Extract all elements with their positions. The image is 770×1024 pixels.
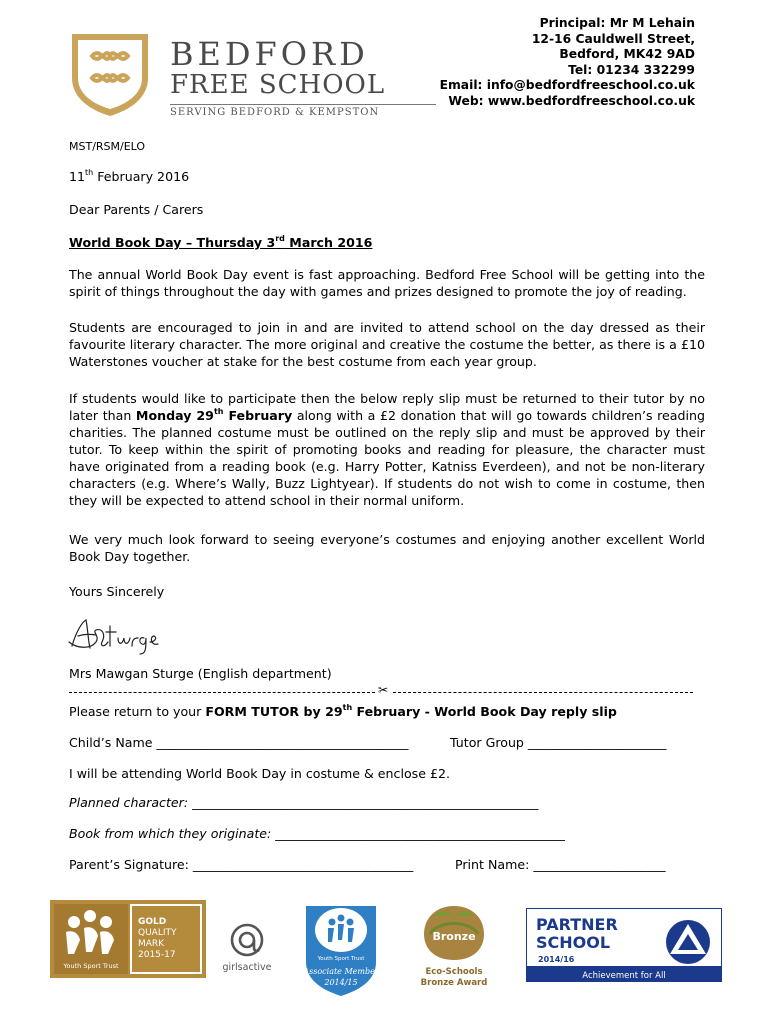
signatory-name: Mrs Mawgan Sturge (English department) bbox=[69, 666, 332, 681]
partner-school-badge bbox=[526, 908, 722, 982]
svg-text:2015-17: 2015-17 bbox=[138, 950, 176, 960]
tutor-group-field[interactable]: Tutor Group ______________________ bbox=[450, 735, 667, 750]
letter-date: 11th February 2016 bbox=[69, 167, 190, 184]
associate-member-badge bbox=[300, 902, 382, 998]
paragraph-instructions: If students would like to participate then the below reply slip must be returned to their tutor by no later than Monday 29th February along with a £2 donation that will go towards children’s reading charities. The planned costume must be outlined on the reply slip and must be approved by their tutor. To keep within the spirit of promoting books and reading for pleasure, the character must have originated from a reading book (e.g. Harry Potter, Katniss Everdeen), and not be non-literary characters (e.g. Where’s Wally, Buzz Lightyear). If students do not wish to come in costume, then they will be expected to attend school in their normal uniform. bbox=[69, 391, 705, 508]
svg-text:MARK: MARK bbox=[138, 939, 165, 949]
attendance-statement: I will be attending World Book Day in costume & enclose £2. bbox=[69, 766, 451, 781]
paragraph-closing: We very much look forward to seeing everyone’s costumes and enjoying another excellent World Book Day together. bbox=[69, 532, 705, 564]
letter-heading: World Book Day – Thursday 3rd March 2016 bbox=[69, 233, 373, 250]
principal-line: Principal: Mr M Lehain bbox=[539, 16, 695, 30]
eco-schools-bronze-badge bbox=[412, 902, 496, 992]
closing-phrase: Yours Sincerely bbox=[69, 584, 165, 599]
svg-text:Eco-Schools: Eco-Schools bbox=[425, 967, 483, 977]
svg-text:QUALITY: QUALITY bbox=[138, 928, 177, 938]
svg-text:2014/15: 2014/15 bbox=[324, 978, 358, 987]
girlsactive-logo bbox=[218, 920, 276, 974]
logo-divider bbox=[170, 104, 436, 105]
salutation: Dear Parents / Carers bbox=[69, 202, 204, 217]
svg-text:Youth Sport Trust: Youth Sport Trust bbox=[317, 956, 365, 962]
svg-text:SCHOOL: SCHOOL bbox=[536, 933, 611, 952]
child-name-field[interactable]: Child’s Name ________________________________________ bbox=[69, 735, 409, 750]
svg-text:Bronze Award: Bronze Award bbox=[420, 978, 488, 988]
crest-icon bbox=[70, 32, 150, 118]
cut-dash-left bbox=[69, 692, 375, 693]
svg-text:GOLD: GOLD bbox=[138, 917, 167, 927]
school-logo bbox=[62, 32, 386, 118]
logo-title: BEDFORD bbox=[170, 35, 369, 73]
contact-details bbox=[440, 16, 695, 109]
parent-signature-field[interactable]: Parent’s Signature: ___________________________________ bbox=[69, 857, 414, 872]
paragraph-intro: The annual World Book Day event is fast approaching. Bedford Free School will be getting into the spirit of things throughout the day with games and prizes designed to promote the joy of reading. bbox=[69, 267, 705, 299]
gold-quality-mark-badge bbox=[50, 900, 206, 978]
slip-heading: Please return to your FORM TUTOR by 29th February - World Book Day reply slip bbox=[69, 702, 617, 719]
book-origin-field[interactable]: Book from which they originate: ______________________________________________ bbox=[69, 826, 565, 841]
signature bbox=[66, 612, 161, 658]
logo-subtitle: FREE SCHOOL bbox=[170, 70, 386, 100]
svg-text:PARTNER: PARTNER bbox=[536, 915, 618, 934]
address-line-2: Bedford, MK42 9AD bbox=[559, 47, 695, 61]
logo-tagline: SERVING BEDFORD & KEMPSTON bbox=[170, 107, 380, 118]
svg-text:2014/16: 2014/16 bbox=[538, 955, 575, 964]
telephone: Tel: 01234 332299 bbox=[568, 62, 695, 77]
reference-code: MST/RSM/ELO bbox=[69, 140, 146, 153]
svg-text:girlsactive: girlsactive bbox=[222, 962, 272, 973]
svg-text:Associate Member: Associate Member bbox=[303, 967, 379, 976]
svg-text:Achievement for All: Achievement for All bbox=[582, 971, 666, 981]
svg-text:Bronze: Bronze bbox=[432, 930, 476, 943]
planned-character-field[interactable]: Planned character: _______________________________________________________ bbox=[69, 795, 539, 810]
email-address: Email: info@bedfordfreeschool.co.uk bbox=[439, 78, 695, 92]
print-name-field[interactable]: Print Name: _____________________ bbox=[455, 857, 666, 872]
footer-badges bbox=[0, 898, 770, 1008]
cut-dash-right bbox=[393, 692, 693, 693]
scissors-icon: ✂ bbox=[378, 683, 389, 697]
cut-line bbox=[69, 683, 693, 698]
address-line-1: 12-16 Cauldwell Street, bbox=[531, 31, 695, 46]
website: Web: www.bedfordfreeschool.co.uk bbox=[448, 93, 695, 108]
paragraph-costume: Students are encouraged to join in and are invited to attend school on the day dressed as their favourite literary character. The more original and creative the costume the better, as there is a £10 Waterstones voucher at stake for the best costume from each year group. bbox=[69, 320, 705, 369]
yst-name: Youth Sport Trust bbox=[63, 962, 119, 970]
